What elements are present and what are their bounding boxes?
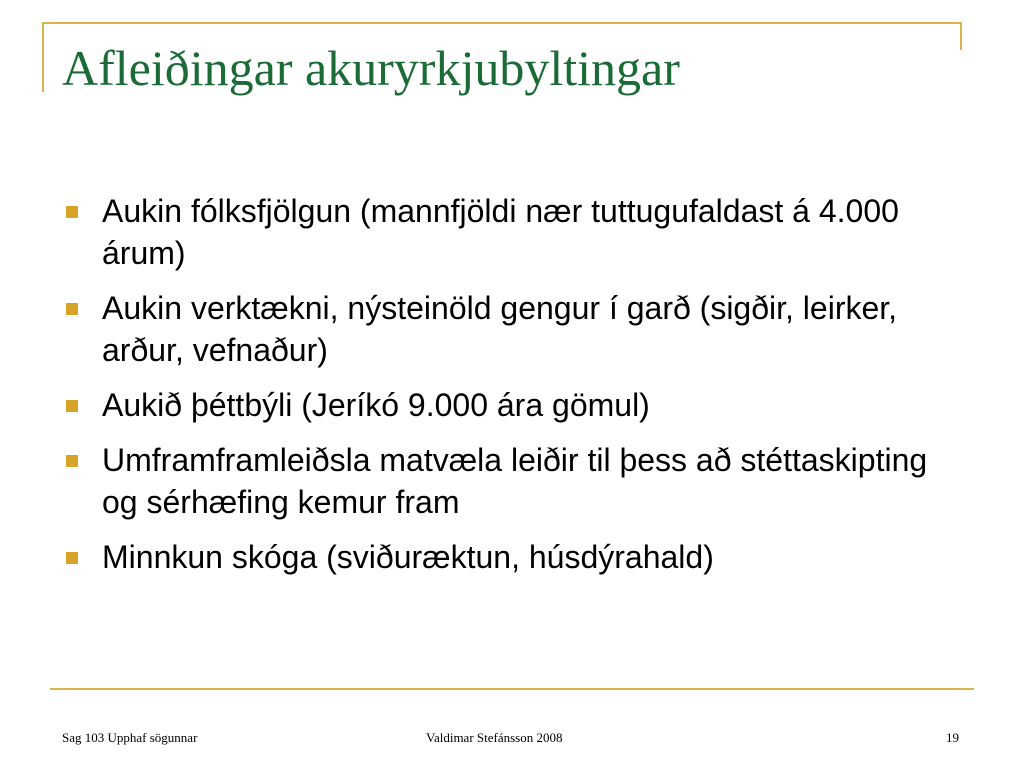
square-bullet-icon	[66, 400, 78, 412]
square-bullet-icon	[66, 455, 78, 467]
square-bullet-icon	[66, 206, 78, 218]
bullet-text: Minnkun skóga (sviðuræktun, húsdýrahald)	[102, 539, 714, 575]
bullet-text: Aukið þéttbýli (Jeríkó 9.000 ára gömul)	[102, 387, 650, 423]
slide-number: 19	[946, 730, 959, 745]
footer-course-label: Sag 103 Upphaf sögunnar	[62, 730, 198, 745]
left-frame-rule	[42, 22, 44, 92]
bullet-item	[66, 287, 966, 371]
square-bullet-icon	[66, 552, 78, 564]
bullet-text: Aukin verktækni, nýsteinöld gengur í garð (sigðir, leirker, arður, vefnaður)	[102, 290, 898, 368]
footer-author: Valdimar Stefánsson 2008	[426, 730, 563, 745]
bullet-item	[66, 384, 966, 426]
bullet-list	[66, 190, 966, 591]
footer-rule	[50, 688, 974, 690]
bullet-text: Umframframleiðsla matvæla leiðir til þess að stéttaskipting og sérhæfing kemur fram	[102, 442, 928, 520]
top-frame-rule	[42, 22, 962, 24]
slide-title: Afleiðingar akuryrkjubyltingar	[62, 40, 680, 96]
bullet-item	[66, 439, 966, 523]
bullet-item	[66, 536, 966, 578]
bullet-item	[66, 190, 966, 274]
bullet-text: Aukin fólksfjölgun (mannfjöldi nær tuttugufaldast á 4.000 árum)	[102, 193, 899, 271]
square-bullet-icon	[66, 303, 78, 315]
